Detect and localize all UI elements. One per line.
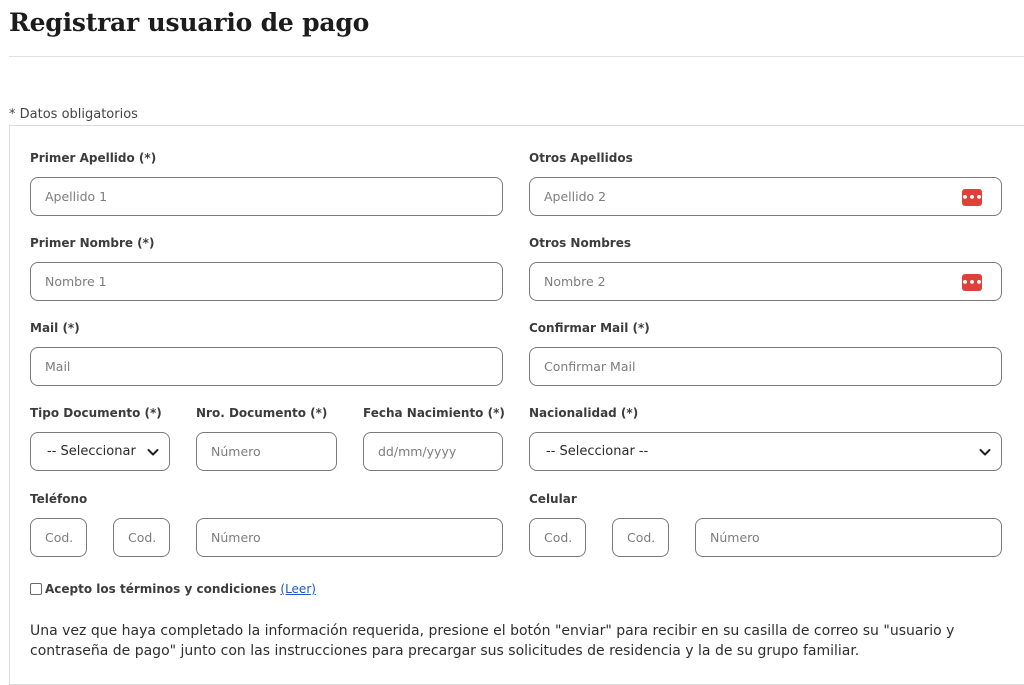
password-manager-icon[interactable]: •••	[961, 191, 983, 204]
password-manager-icon[interactable]: •••	[961, 276, 983, 289]
title-divider	[9, 56, 1024, 57]
fecha-nacimiento-label: Fecha Nacimiento (*)	[363, 406, 505, 420]
otros-nombres-input[interactable]	[529, 262, 1002, 301]
tipo-documento-select[interactable]	[30, 432, 170, 471]
confirmar-mail-label: Confirmar Mail (*)	[529, 321, 650, 335]
fecha-nacimiento-input[interactable]: dd/mm/yyyy	[363, 432, 503, 471]
tipo-documento-value: -- Seleccionar	[47, 444, 136, 459]
celular-cod1-input[interactable]: Cod.	[529, 518, 586, 557]
nro-documento-label: Nro. Documento (*)	[196, 406, 328, 420]
nacionalidad-select[interactable]	[529, 432, 1002, 471]
celular-label: Celular	[529, 492, 577, 506]
nacionalidad-label: Nacionalidad (*)	[529, 406, 639, 420]
terms-checkbox[interactable]	[30, 583, 42, 595]
primer-apellido-input[interactable]: Apellido 1	[30, 177, 503, 216]
otros-nombres-placeholder: Nombre 2	[544, 274, 606, 289]
telefono-numero-input[interactable]: Número	[196, 518, 503, 557]
telefono-label: Teléfono	[30, 492, 88, 506]
terms-label: Acepto los términos y condiciones	[45, 582, 277, 596]
required-note: * Datos obligatorios	[9, 107, 138, 122]
tipo-documento-label: Tipo Documento (*)	[30, 406, 162, 420]
celular-cod2-input[interactable]: Cod.	[612, 518, 669, 557]
mail-label: Mail (*)	[30, 321, 80, 335]
confirmar-mail-input[interactable]: Confirmar Mail	[529, 347, 1002, 386]
terms-read-link[interactable]: (Leer)	[280, 582, 316, 596]
chevron-down-icon	[978, 445, 992, 459]
chevron-down-icon	[146, 445, 160, 459]
primer-apellido-label: Primer Apellido (*)	[30, 151, 157, 165]
telefono-cod2-input[interactable]: Cod.	[113, 518, 170, 557]
otros-apellidos-label: Otros Apellidos	[529, 151, 633, 165]
otros-apellidos-input[interactable]	[529, 177, 1002, 216]
nacionalidad-value: -- Seleccionar --	[546, 444, 649, 459]
otros-nombres-label: Otros Nombres	[529, 236, 631, 250]
celular-numero-input[interactable]: Número	[695, 518, 1002, 557]
otros-apellidos-placeholder: Apellido 2	[544, 189, 607, 204]
mail-input[interactable]: Mail	[30, 347, 503, 386]
page-title: Registrar usuario de pago	[9, 8, 370, 37]
primer-nombre-input[interactable]: Nombre 1	[30, 262, 503, 301]
primer-nombre-label: Primer Nombre (*)	[30, 236, 155, 250]
terms-row	[30, 582, 316, 596]
nro-documento-input[interactable]: Número	[196, 432, 337, 471]
telefono-cod1-input[interactable]: Cod.	[30, 518, 87, 557]
info-text: Una vez que haya completado la información requerida, presione el botón "enviar" para recibir en su casilla de correo su "usuario y contraseña de pago" junto con las instrucciones para precargar sus solicitudes de residencia y la de su grupo familiar.	[30, 623, 955, 659]
